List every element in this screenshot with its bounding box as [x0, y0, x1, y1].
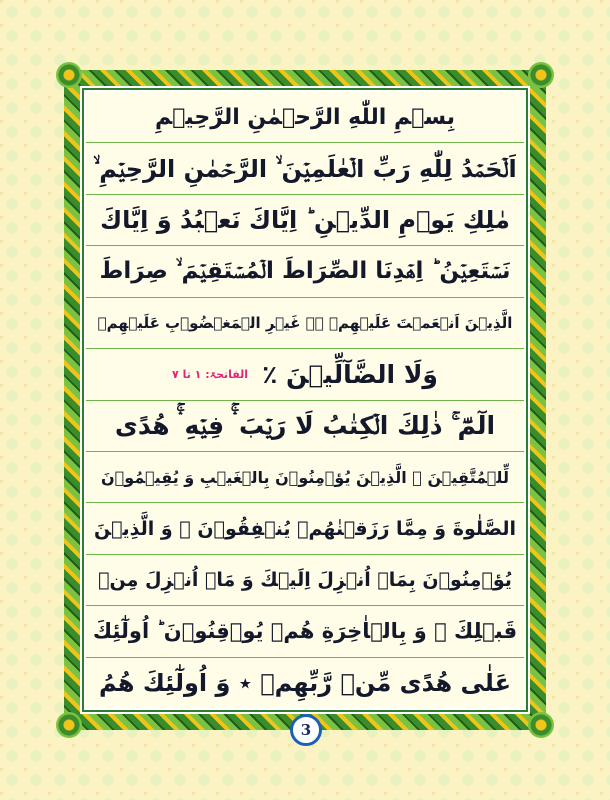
line-11 [86, 606, 524, 657]
line-text: بِسۡمِ اللّٰهِ الرَّحۡمٰنِ الرَّحِیۡمِ [154, 104, 456, 130]
line-text: الَّذِیۡنَ اَنۡعَمۡتَ عَلَیۡهِمۡ ۙ۬ غَیۡرِ الۡمَغۡضُوۡبِ عَلَیۡهِمۡ [97, 313, 513, 332]
line-text: یُؤۡمِنُوۡنَ بِمَاۤ اُنۡزِلَ اِلَیۡكَ وَ مَاۤ اُنۡزِلَ مِنۡ [98, 569, 512, 591]
line-text: نَسۡتَعِیۡنُ ؕ اِهۡدِنَا الصِّرَاطَ الۡمُسۡتَقِیۡمَ ۙ صِرَاطَ [99, 258, 511, 285]
line-12 [86, 658, 524, 708]
line-text: وَلَا الضَّآلِّیۡنَ ٪ [262, 359, 438, 389]
page-number: 3 [290, 714, 322, 746]
line-text: اَلۡحَمۡدُ لِلّٰهِ رَبِّ الۡعٰلَمِیۡنَ ۙ الرَّحۡمٰنِ الرَّحِیۡمِ ۙ [93, 154, 517, 183]
line-2 [86, 143, 524, 194]
line-text: الصَّلٰوةَ وَ مِمَّا رَزَقۡنٰهُمۡ یُنۡفِقُوۡنَ ۙ وَ الَّذِیۡنَ [94, 517, 516, 540]
line-3 [86, 195, 524, 246]
line-1 [86, 92, 524, 143]
line-text: مٰلِكِ یَوۡمِ الدِّیۡنِ ؕ اِیَّاكَ نَعۡبُدُ وَ اِیَّاكَ [100, 206, 510, 235]
line-6 [86, 349, 524, 400]
line-7 [86, 401, 524, 452]
line-10 [86, 555, 524, 606]
quran-page-frame [64, 70, 546, 730]
surah-reference-tag: الفاتحۃ: ۱ تا ۷ [172, 367, 249, 381]
corner-ornament-icon [528, 712, 554, 738]
line-8 [86, 452, 524, 503]
line-5 [86, 298, 524, 349]
line-4 [86, 246, 524, 297]
text-panel [86, 92, 524, 708]
corner-ornament-icon [528, 62, 554, 88]
line-text: لِّلۡمُتَّقِیۡنَ ۙ الَّذِیۡنَ یُؤۡمِنُوۡنَ بِالۡغَیۡبِ وَ یُقِیۡمُوۡنَ [101, 467, 509, 487]
line-9 [86, 503, 524, 554]
corner-ornament-icon [56, 62, 82, 88]
line-text: عَلٰی هُدًی مِّنۡ رَّبِّهِمۡ ٭ وَ اُولٰٓئِكَ هُمُ [99, 668, 511, 697]
line-text: الٓمّٓ ۚ ذٰلِكَ الۡكِتٰبُ لَا رَیۡبَ ۛۚ فِیۡهِ ۛۚ هُدًی [114, 410, 496, 440]
line-text: قَبۡلِكَ ۚ وَ بِالۡاٰخِرَةِ هُمۡ یُوۡقِنُوۡنَ ؕ اُولٰٓئِكَ [92, 619, 518, 644]
corner-ornament-icon [56, 712, 82, 738]
